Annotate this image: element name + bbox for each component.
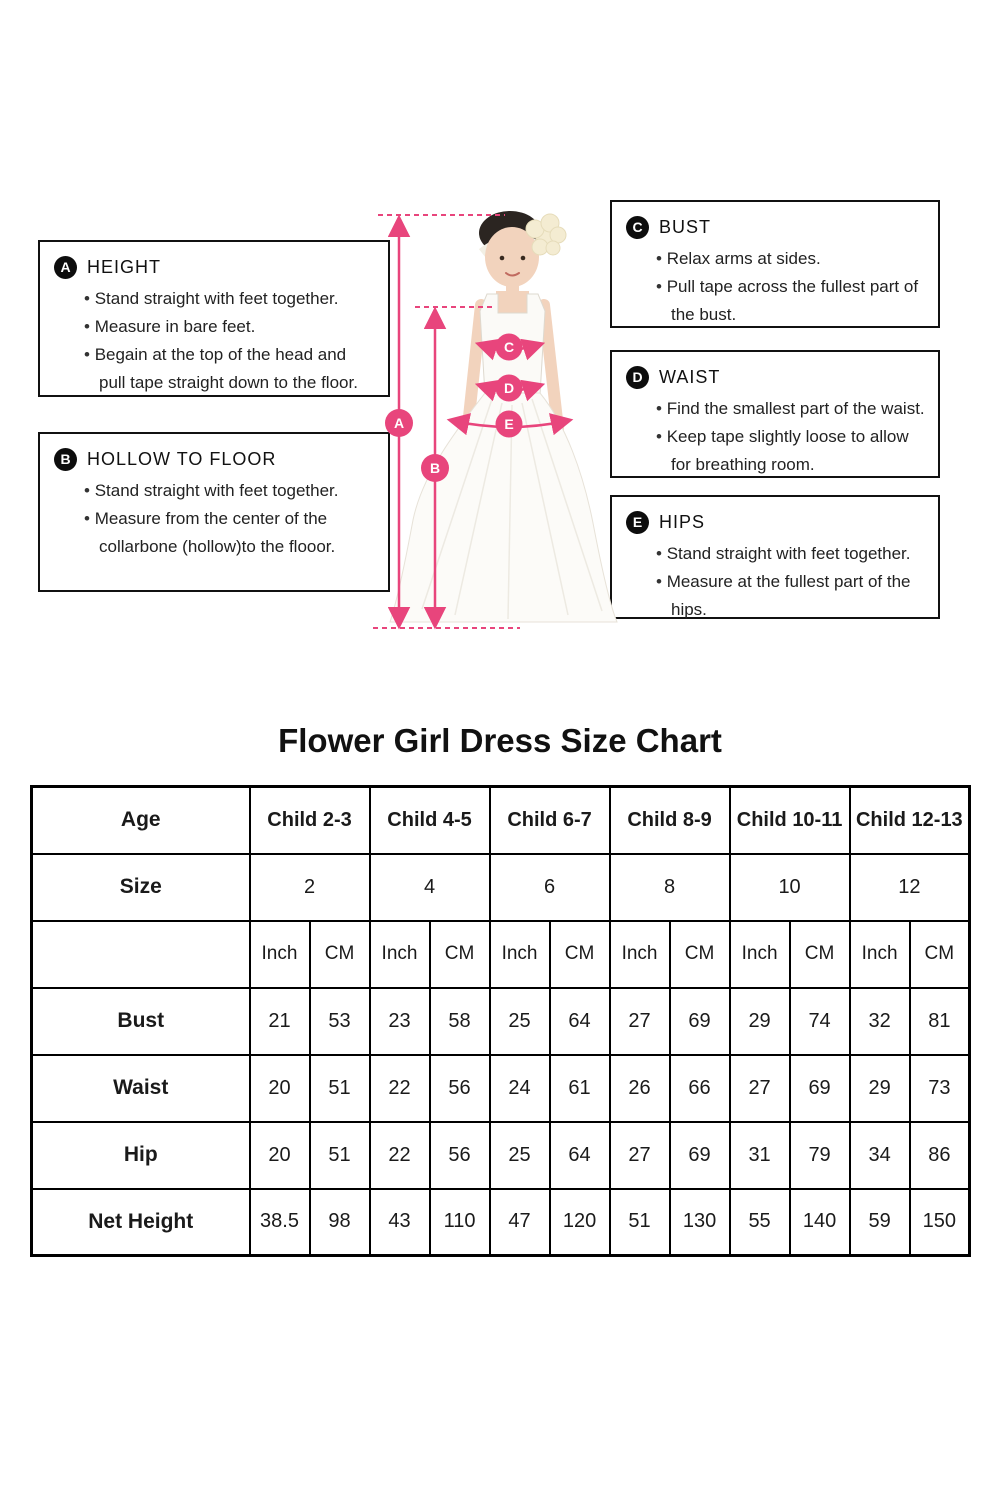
measurement-value: 130 xyxy=(670,1189,730,1256)
waist-box-title: WAIST xyxy=(659,367,721,387)
letter-c-badge-icon: C xyxy=(626,216,649,239)
measurement-value: 22 xyxy=(370,1055,430,1122)
bullet-item: • Pull tape across the fullest part of the bust. xyxy=(656,273,926,329)
unit-label: CM xyxy=(430,921,490,988)
bullet-item: • Stand straight with feet together. xyxy=(656,540,926,568)
measurement-value: 66 xyxy=(670,1055,730,1122)
height-instruction-box xyxy=(38,240,390,397)
bullet-item: • Find the smallest part of the waist. xyxy=(656,395,926,423)
measurement-value: 27 xyxy=(610,1122,670,1189)
measurement-value: 64 xyxy=(550,1122,610,1189)
unit-label: CM xyxy=(670,921,730,988)
hollow-box-header xyxy=(54,448,376,471)
unit-label: Inch xyxy=(490,921,550,988)
letter-d-badge-icon: D xyxy=(626,366,649,389)
measurement-value: 51 xyxy=(310,1122,370,1189)
unit-label: CM xyxy=(910,921,970,988)
hollow-bullet-list xyxy=(84,477,376,561)
unit-label: Inch xyxy=(850,921,910,988)
size-chart-table xyxy=(30,785,971,1257)
bullet-item: • Measure at the fullest part of the hips. xyxy=(656,568,926,624)
age-group-header: Child 6-7 xyxy=(490,787,610,854)
waist-box-header xyxy=(626,366,926,389)
height-bullet-list xyxy=(84,285,376,397)
measurement-value: 27 xyxy=(610,988,670,1055)
letter-e-badge-icon: E xyxy=(626,511,649,534)
measurement-value: 56 xyxy=(430,1055,490,1122)
waist-bullet-list xyxy=(656,395,926,479)
hollow-to-floor-instruction-box xyxy=(38,432,390,592)
measurement-value: 29 xyxy=(850,1055,910,1122)
measurement-value: 20 xyxy=(250,1122,310,1189)
unit-label: Inch xyxy=(730,921,790,988)
letter-a-badge-icon: A xyxy=(54,256,77,279)
measurement-row-header: Hip xyxy=(32,1122,250,1189)
age-group-header: Child 2-3 xyxy=(250,787,370,854)
bust-instruction-box xyxy=(610,200,940,328)
measurement-value: 53 xyxy=(310,988,370,1055)
svg-text:A: A xyxy=(393,415,405,431)
measurement-value: 21 xyxy=(250,988,310,1055)
unit-label: Inch xyxy=(250,921,310,988)
page-title: Flower Girl Dress Size Chart xyxy=(278,722,722,759)
waist-instruction-box xyxy=(610,350,940,478)
age-group-header: Child 12-13 xyxy=(850,787,970,854)
size-value: 10 xyxy=(730,854,850,921)
measurement-value: 51 xyxy=(310,1055,370,1122)
age-group-header: Child 10-11 xyxy=(730,787,850,854)
measurement-value: 56 xyxy=(430,1122,490,1189)
measurement-value: 69 xyxy=(790,1055,850,1122)
measurement-row-header: Bust xyxy=(32,988,250,1055)
size-value: 6 xyxy=(490,854,610,921)
size-value: 12 xyxy=(850,854,970,921)
unit-label: Inch xyxy=(370,921,430,988)
measurement-value: 22 xyxy=(370,1122,430,1189)
measurement-row-header: Waist xyxy=(32,1055,250,1122)
marker-e-icon xyxy=(496,411,523,438)
measurement-value: 98 xyxy=(310,1189,370,1256)
measurement-value: 73 xyxy=(910,1055,970,1122)
measurement-value: 69 xyxy=(670,1122,730,1189)
bullet-item: • Begain at the top of the head and pull tape straight down to the floor. xyxy=(84,341,376,397)
marker-a-icon xyxy=(385,409,413,437)
unit-label: Inch xyxy=(610,921,670,988)
measurement-value: 20 xyxy=(250,1055,310,1122)
bullet-item: • Measure from the center of the collarbone (hollow)to the flooor. xyxy=(84,505,376,561)
hips-bullet-list xyxy=(656,540,926,624)
svg-text:E: E xyxy=(504,416,514,432)
height-box-title: HEIGHT xyxy=(87,257,162,277)
size-value: 4 xyxy=(370,854,490,921)
measurement-value: 110 xyxy=(430,1189,490,1256)
bullet-item: • Stand straight with feet together. xyxy=(84,285,376,313)
svg-text:C: C xyxy=(503,339,515,355)
unit-row-corner xyxy=(32,921,250,988)
measurement-value: 47 xyxy=(490,1189,550,1256)
measurement-value: 150 xyxy=(910,1189,970,1256)
hips-instruction-box xyxy=(610,495,940,619)
measurement-value: 38.5 xyxy=(250,1189,310,1256)
age-group-header: Child 4-5 xyxy=(370,787,490,854)
height-box-header xyxy=(54,256,376,279)
hair-flower xyxy=(526,214,566,255)
measurement-value: 120 xyxy=(550,1189,610,1256)
measurement-value: 61 xyxy=(550,1055,610,1122)
unit-label: CM xyxy=(790,921,850,988)
hips-box-header xyxy=(626,511,926,534)
bullet-item: • Stand straight with feet together. xyxy=(84,477,376,505)
measurement-value: 31 xyxy=(730,1122,790,1189)
measurement-value: 24 xyxy=(490,1055,550,1122)
measurement-value: 58 xyxy=(430,988,490,1055)
size-value: 8 xyxy=(610,854,730,921)
marker-c-icon xyxy=(496,334,523,361)
measurement-value: 34 xyxy=(850,1122,910,1189)
measurement-value: 43 xyxy=(370,1189,430,1256)
marker-d-icon xyxy=(496,375,523,402)
bullet-item: • Measure in bare feet. xyxy=(84,313,376,341)
measurement-row-header: Net Height xyxy=(32,1189,250,1256)
measurement-value: 74 xyxy=(790,988,850,1055)
hips-box-title: HIPS xyxy=(659,512,706,532)
measurement-value: 25 xyxy=(490,988,550,1055)
size-value: 2 xyxy=(250,854,370,921)
girl-illustration xyxy=(370,195,640,650)
measurement-value: 29 xyxy=(730,988,790,1055)
svg-text:D: D xyxy=(503,380,515,396)
age-group-header: Child 8-9 xyxy=(610,787,730,854)
bullet-item: • Keep tape slightly loose to allow for breathing room. xyxy=(656,423,926,479)
measurement-value: 69 xyxy=(670,988,730,1055)
measurement-value: 81 xyxy=(910,988,970,1055)
measurement-value: 79 xyxy=(790,1122,850,1189)
unit-label: CM xyxy=(550,921,610,988)
marker-b-icon xyxy=(421,454,449,482)
measurement-value: 140 xyxy=(790,1189,850,1256)
measurement-value: 59 xyxy=(850,1189,910,1256)
age-row-header: Age xyxy=(32,787,250,854)
hollow-box-title: HOLLOW TO FLOOR xyxy=(87,449,277,469)
measurement-value: 51 xyxy=(610,1189,670,1256)
girl-measurement-figure xyxy=(370,195,640,650)
measurement-value: 55 xyxy=(730,1189,790,1256)
measurement-value: 64 xyxy=(550,988,610,1055)
size-chart-table-body xyxy=(32,787,970,1256)
size-row-header: Size xyxy=(32,854,250,921)
letter-b-badge-icon: B xyxy=(54,448,77,471)
measurement-value: 23 xyxy=(370,988,430,1055)
bust-box-title: BUST xyxy=(659,217,712,237)
measurement-value: 32 xyxy=(850,988,910,1055)
measurement-value: 25 xyxy=(490,1122,550,1189)
svg-text:B: B xyxy=(429,460,441,476)
measurement-value: 86 xyxy=(910,1122,970,1189)
bullet-item: • Relax arms at sides. xyxy=(656,245,926,273)
bust-box-header xyxy=(626,216,926,239)
unit-label: CM xyxy=(310,921,370,988)
measurement-value: 26 xyxy=(610,1055,670,1122)
bust-bullet-list xyxy=(656,245,926,329)
measurement-value: 27 xyxy=(730,1055,790,1122)
